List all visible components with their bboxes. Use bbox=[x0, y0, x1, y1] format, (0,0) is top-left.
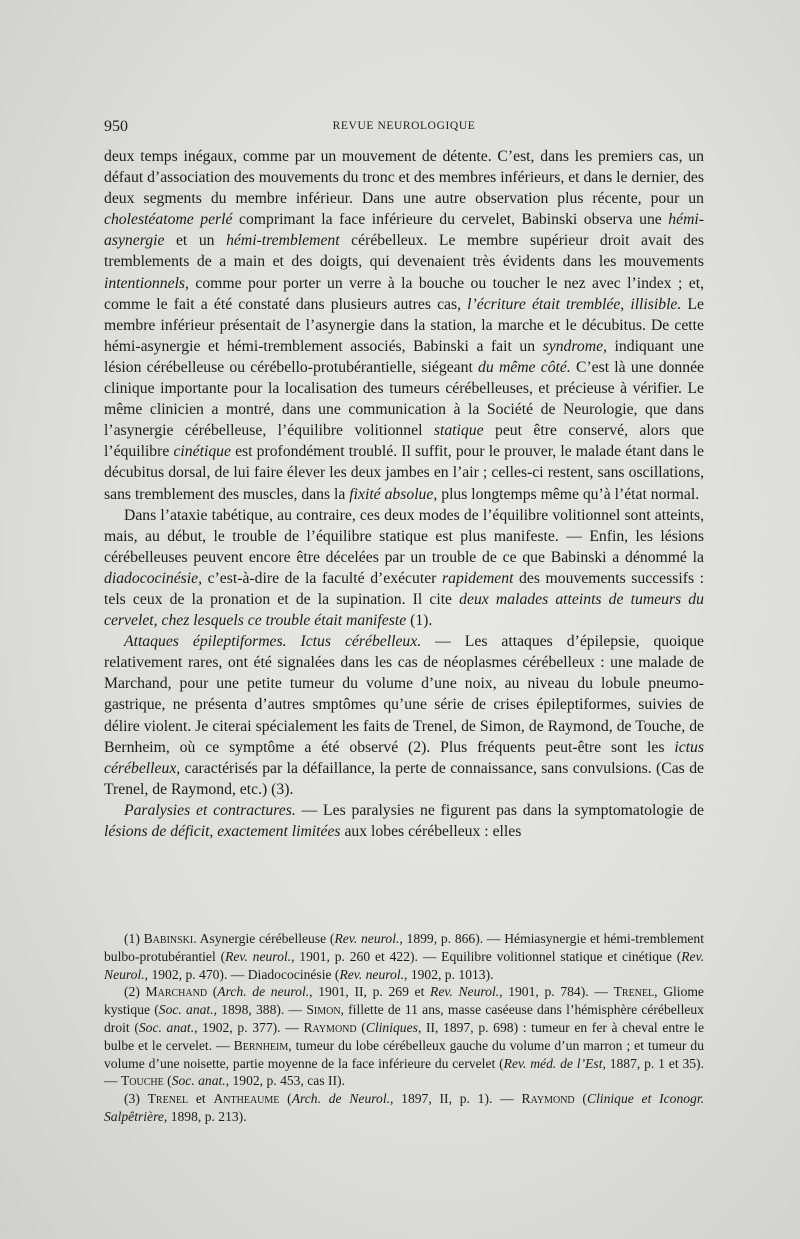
footnote-number: (3) bbox=[124, 1091, 148, 1107]
emphasis: l’écriture était tremblée, illisible. bbox=[467, 295, 682, 313]
journal-title: Soc. anat. bbox=[158, 1002, 214, 1018]
text-run: , 1902, p. 377). — bbox=[194, 1019, 304, 1035]
emphasis: cinétique bbox=[173, 443, 231, 461]
text-run: , fillette de 11 ans, masse caséeuse dans l’hémisphère cérébelleux droit ( bbox=[104, 1002, 704, 1035]
footnote-1 bbox=[104, 930, 704, 983]
text-run: , 1897, II, p. 1). — bbox=[390, 1091, 522, 1107]
page-number: 950 bbox=[104, 118, 128, 135]
text-run: , 1898, p. 213). bbox=[163, 1108, 247, 1124]
journal-title: Rev. Neurol. bbox=[104, 948, 704, 982]
emphasis: du même côté. bbox=[478, 358, 571, 376]
text-run: , 1901, p. 260 et 422). — Equilibre volitionnel statique et cinétique ( bbox=[291, 948, 682, 964]
text-run: C’est là une donnée clinique importante pour la localisation des tumeurs cérébelleuses, et précieuse à vérifier. Le même clinicien a montré, dans une communication à la Société de Neurologie, que dans l’asynergie cérébelleuse, l’équilibre volitionnel bbox=[104, 358, 704, 440]
text-run: et bbox=[188, 1091, 214, 1107]
paragraph-3 bbox=[104, 631, 704, 800]
journal-title: Rev. Neurol. bbox=[430, 984, 500, 1000]
journal-title: Rev. neurol. bbox=[339, 966, 405, 982]
text-run: (1). bbox=[406, 612, 433, 630]
journal-title: Rev. méd. de l’Est bbox=[503, 1055, 603, 1071]
author-name: Trenel bbox=[147, 1091, 189, 1107]
section-heading: Paralysies et contractures. bbox=[124, 801, 296, 819]
text-run: , 1898, 388). — bbox=[213, 1002, 307, 1018]
emphasis: hémi-asynergie bbox=[104, 211, 704, 250]
text-run: , II, 1897, p. 698) : tumeur en fer à cheval entre le bulbe et le cervelet. — bbox=[104, 1019, 704, 1053]
footnote-3 bbox=[104, 1090, 704, 1126]
text-run: ( bbox=[574, 1091, 587, 1107]
journal-title: Arch. de Neurol. bbox=[291, 1091, 391, 1107]
author-name: Babinski bbox=[143, 931, 194, 946]
text-run: , Gliome kystique ( bbox=[104, 984, 704, 1018]
journal-title: Rev. neurol. bbox=[225, 948, 292, 964]
paragraph-1 bbox=[104, 146, 704, 505]
emphasis: hémi-tremblement bbox=[226, 232, 340, 250]
text-run: , 1902, p. 1013). bbox=[404, 966, 494, 982]
journal-title: Soc. anat. bbox=[138, 1019, 195, 1035]
text-run: , 1901, II, p. 269 et bbox=[309, 984, 431, 1000]
text-run: — Les attaques d’épilepsie, quoique relativement rares, ont été signalées dans les cas de néoplasmes cérébelleux : une malade de Marchand, pour une petite tumeur du volume d’une noix, au niveau du lobule pneumo-gastrique, ne présenta d’autres smptômes qu’une série de crises épileptiformes, suivies de délire violent. Je citerai spécialement les faits de Trenel, de Simon, de Raymond, de Touche, de Bernheim, où ce symptôme a été observé (2). Plus fréquents peut-être sont les bbox=[104, 633, 704, 756]
text-run: c’est-à-dire de la faculté d’exécuter bbox=[202, 569, 442, 587]
text-run: comprimant la face inférieure du cervelet, Babinski observa une bbox=[232, 211, 669, 229]
text-run: est profondément troublé. Il suffit, pour le prouver, le malade étant dans le décubitus dorsal, de lui faire élever les deux jambes en l’air ; celles-ci restent, sans oscillations, sans tremblement des muscles, dans la bbox=[104, 443, 704, 503]
journal-title: Rev. neurol. bbox=[334, 931, 400, 946]
text-run: des mouvements successifs : tels ceux de la pronation et de la supination. Il cite bbox=[104, 569, 704, 608]
text-run: ( bbox=[207, 984, 218, 1000]
author-name: Trenel bbox=[613, 984, 655, 1000]
emphasis: statique bbox=[433, 422, 484, 440]
emphasis: intentionnels, bbox=[104, 274, 189, 292]
journal-title: Cliniques bbox=[365, 1019, 418, 1035]
author-name: Simon bbox=[306, 1002, 341, 1018]
text-run: ( bbox=[163, 1073, 172, 1089]
text-run: ( bbox=[279, 1091, 292, 1107]
emphasis: ictus cérébelleux, bbox=[104, 738, 704, 777]
journal-title: Clinique et Iconogr. Salpêtrière bbox=[104, 1091, 705, 1124]
paragraph-2 bbox=[104, 505, 704, 632]
text-run: ( bbox=[356, 1019, 366, 1035]
section-heading: Attaques épileptiformes. Ictus cérébelleux. bbox=[124, 633, 422, 651]
text-run: aux lobes cérébelleux : elles bbox=[340, 823, 522, 840]
text-run: caractérisés par la défaillance, la perte de connaissance, sans convulsions. (Cas de Trenel, de Raymond, etc.) (3). bbox=[104, 759, 704, 798]
emphasis: lésions de déficit, exactement limitées bbox=[104, 823, 341, 840]
text-run: Dans l’ataxie tabétique, au contraire, ces deux modes de l’équilibre volitionnel sont atteints, mais, au début, le trouble de l’équilibre statique est plus manifeste. — Enfin, les lésions cérébelleuses peuvent encore être décelées par un trouble de ce que Babinski a dénommé la bbox=[104, 506, 704, 566]
text-run: cérébelleux. Le membre supérieur droit avait des tremblements de a main et des doigts, qui devenaient très évidents dans les mouvements bbox=[104, 232, 704, 271]
emphasis: diadococinésie, bbox=[104, 569, 203, 587]
text-run: , tumeur du lobe cérébelleux gauche du volume d’un marron ; et tumeur du volume d’une noisette, partie moyenne de la face inférieure du cervelet ( bbox=[104, 1037, 705, 1071]
author-name: Raymond bbox=[303, 1019, 357, 1035]
footnote-number: (1) bbox=[124, 931, 144, 946]
author-name: Touche bbox=[121, 1073, 164, 1089]
text-run: , 1902, p. 453, cas II). bbox=[225, 1073, 345, 1089]
text-run: peut être conservé, alors que l’équilibre bbox=[104, 422, 704, 461]
text-run: deux temps inégaux, comme par un mouvement de détente. C’est, dans les premiers cas, un défaut d’association des mouvements du tronc et des membres inférieurs, et dans le dernier, des deux segments du membre inférieur. Dans une autre observation plus récente, pour un bbox=[104, 148, 704, 208]
footnote-2 bbox=[104, 983, 704, 1090]
author-name: Marchand bbox=[145, 984, 208, 1000]
author-name: Bernheim bbox=[233, 1037, 289, 1053]
author-name: Antheaume bbox=[213, 1091, 280, 1107]
text-run: indiquant une lésion cérébelleuse ou cérébello-protubérantielle, siégeant bbox=[104, 337, 704, 376]
text-run: comme pour porter un verre à la bouche ou toucher le nez avec l’index ; et, comme le fait a été constaté dans plusieurs autres cas, bbox=[104, 274, 704, 313]
text-run: , 1901, p. 784). — bbox=[499, 984, 614, 1000]
text-run: plus longtemps même qu’à l’état normal. bbox=[437, 485, 700, 503]
text-run: et un bbox=[164, 232, 227, 250]
text-run: , 1902, p. 470). — Diadococinésie ( bbox=[144, 966, 340, 982]
text-run: Le membre inférieur présentait de l’asynergie dans la station, la marche et le décubitus. De cette hémi-asynergie et hémi-tremblement associés, Babinski a fait un bbox=[104, 295, 705, 355]
author-name: Raymond bbox=[521, 1091, 575, 1107]
journal-title: Arch. de neurol. bbox=[217, 984, 310, 1000]
emphasis: cholestéatome perlé bbox=[104, 211, 233, 229]
page-header bbox=[104, 118, 704, 140]
text-run: — Les paralysies ne figurent pas dans la symptomatologie de bbox=[295, 801, 704, 819]
emphasis: deux malades atteints de tumeurs du cervelet, chez lesquels ce trouble était manifeste bbox=[104, 590, 704, 630]
main-text bbox=[104, 146, 704, 842]
emphasis: syndrome, bbox=[542, 337, 607, 355]
text-run: . Asynergie cérébelleuse ( bbox=[193, 931, 335, 946]
emphasis: fixité absolue, bbox=[349, 485, 438, 503]
paragraph-4 bbox=[104, 800, 704, 842]
text-run: , 1899, p. 866). — Hémiasynergie et hémi-tremblement bulbo-protubérantiel ( bbox=[104, 931, 704, 964]
journal-title: Soc. anat. bbox=[171, 1073, 226, 1089]
text-run: , 1887, p. 1 et 35). — bbox=[104, 1055, 704, 1089]
emphasis: rapidement bbox=[442, 569, 514, 587]
running-title: REVUE NEUROLOGIQUE bbox=[332, 120, 476, 132]
footnotes bbox=[104, 930, 704, 1126]
footnote-number: (2) bbox=[124, 984, 146, 1000]
